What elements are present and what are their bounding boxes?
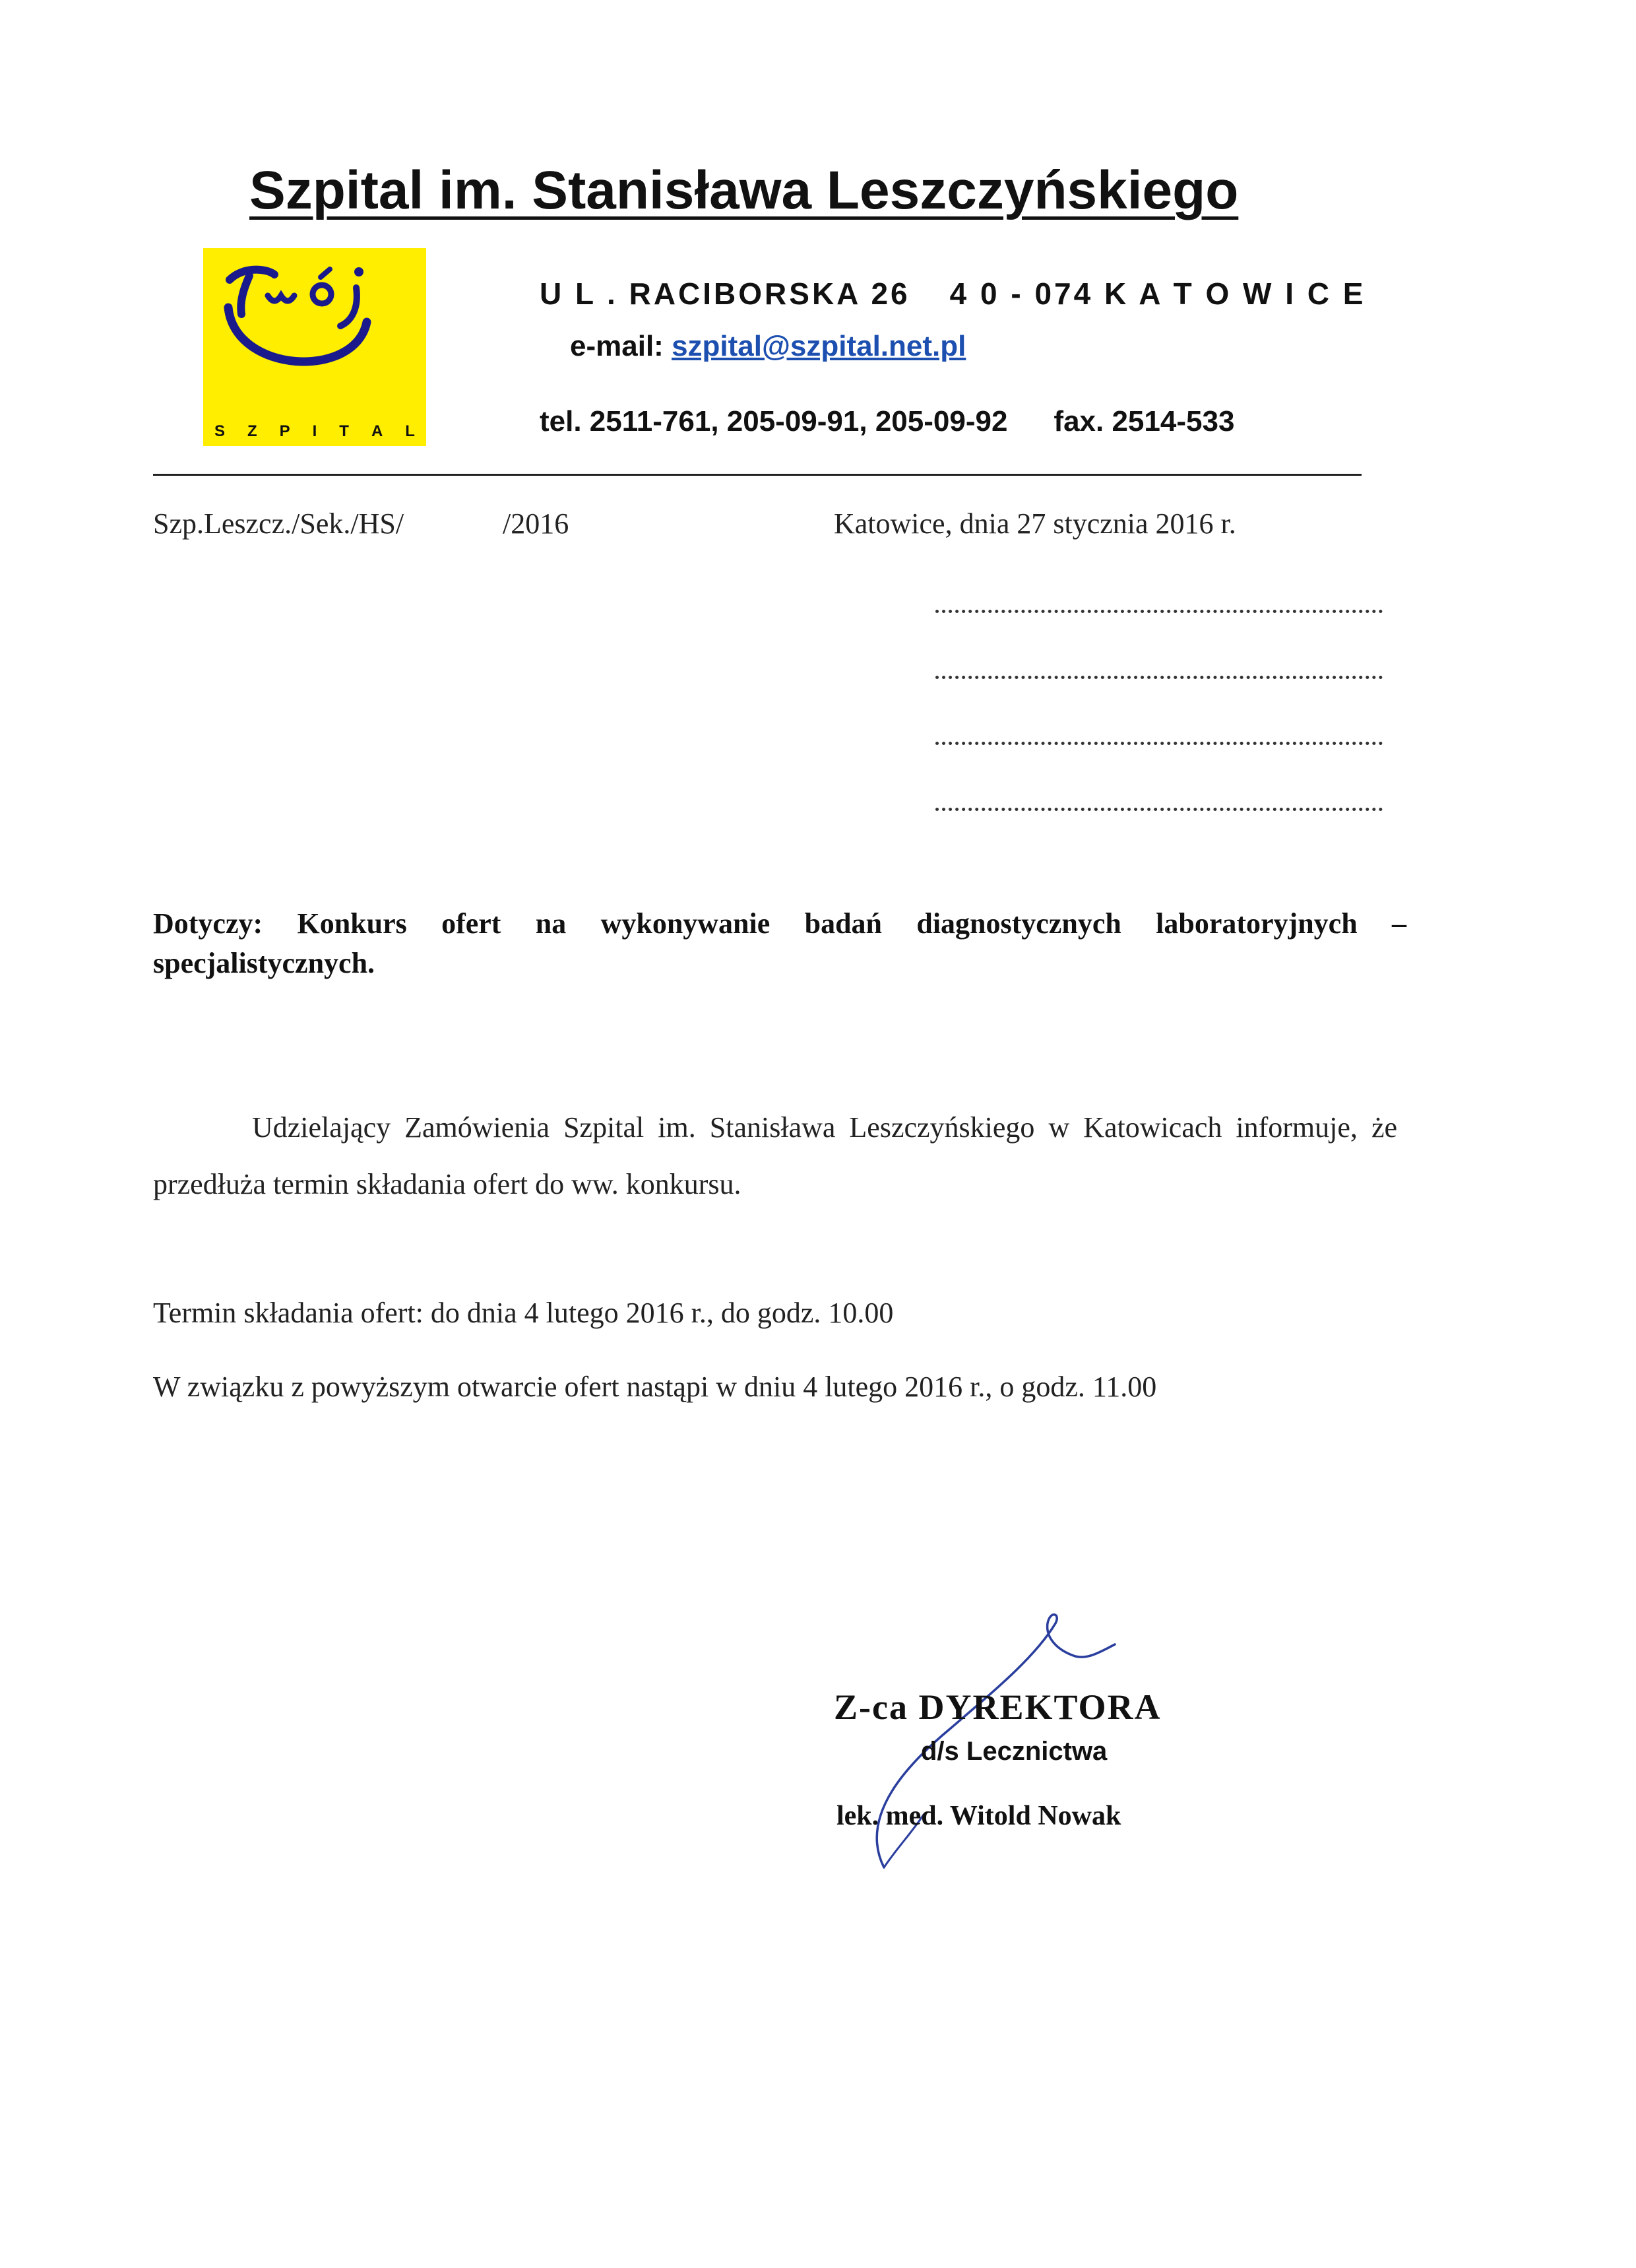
logo-letter: I	[312, 422, 317, 440]
body-paragraph: Udzielający Zamówienia Szpital im. Stanisława Leszczyńskiego w Katowicach informuje, że przedłuża termin składania ofert do ww. konkursu.	[153, 1111, 1397, 1200]
reference-year: /2016	[503, 507, 569, 540]
logo-letter: Z	[247, 422, 257, 440]
email-link[interactable]: szpital@szpital.net.pl	[672, 330, 966, 362]
address-line	[540, 276, 1366, 311]
recipient-line-3	[935, 742, 1383, 745]
email-line	[570, 330, 966, 363]
phone-line	[540, 405, 1234, 438]
logo-letter: P	[279, 422, 290, 440]
twoj-logo-mark-icon	[203, 248, 426, 446]
stamp-department: d/s Lecznictwa	[921, 1737, 1108, 1766]
hospital-name: Szpital im. Stanisława Leszczyńskiego	[249, 160, 1239, 220]
postal-city: 4 0 - 074 K A T O W I C E	[949, 276, 1366, 311]
logo-letter: T	[339, 422, 349, 440]
logo-letter: S	[214, 422, 225, 440]
place-and-date: Katowice, dnia 27 stycznia 2016 r.	[834, 507, 1236, 540]
header-divider	[153, 474, 1362, 476]
recipient-line-2	[935, 676, 1383, 679]
opening-text: W związku z powyższym otwarcie ofert nastąpi w dniu 4 lutego 2016 r., o godz. 11.00	[153, 1371, 1157, 1403]
reference-number: Szp.Leszcz./Sek./HS/	[153, 507, 404, 540]
logo-letter: L	[405, 422, 415, 440]
subject-line: Dotyczy: Konkurs ofert na wykonywanie badań diagnostycznych laboratoryjnych – specjalistycznych.	[153, 907, 1406, 979]
stamp-name: lek. med. Witold Nowak	[836, 1801, 1121, 1831]
stamp-title: Z-ca DYREKTORA	[834, 1687, 1162, 1727]
logo-wordmark	[203, 422, 426, 441]
phone-numbers: tel. 2511-761, 205-09-91, 205-09-92	[540, 405, 1008, 437]
hospital-logo	[203, 248, 426, 446]
handwritten-signature	[838, 1597, 1154, 1874]
deadline-text: Termin składania ofert: do dnia 4 lutego 2016 r., do godz. 10.00	[153, 1297, 894, 1329]
fax-number: fax. 2514-533	[1054, 405, 1235, 437]
recipient-line-4	[935, 808, 1383, 811]
logo-letter: A	[371, 422, 383, 440]
recipient-line-1	[935, 610, 1383, 613]
street-address: U L . RACIBORSKA 26	[540, 276, 910, 311]
email-label: e-mail:	[570, 330, 664, 362]
